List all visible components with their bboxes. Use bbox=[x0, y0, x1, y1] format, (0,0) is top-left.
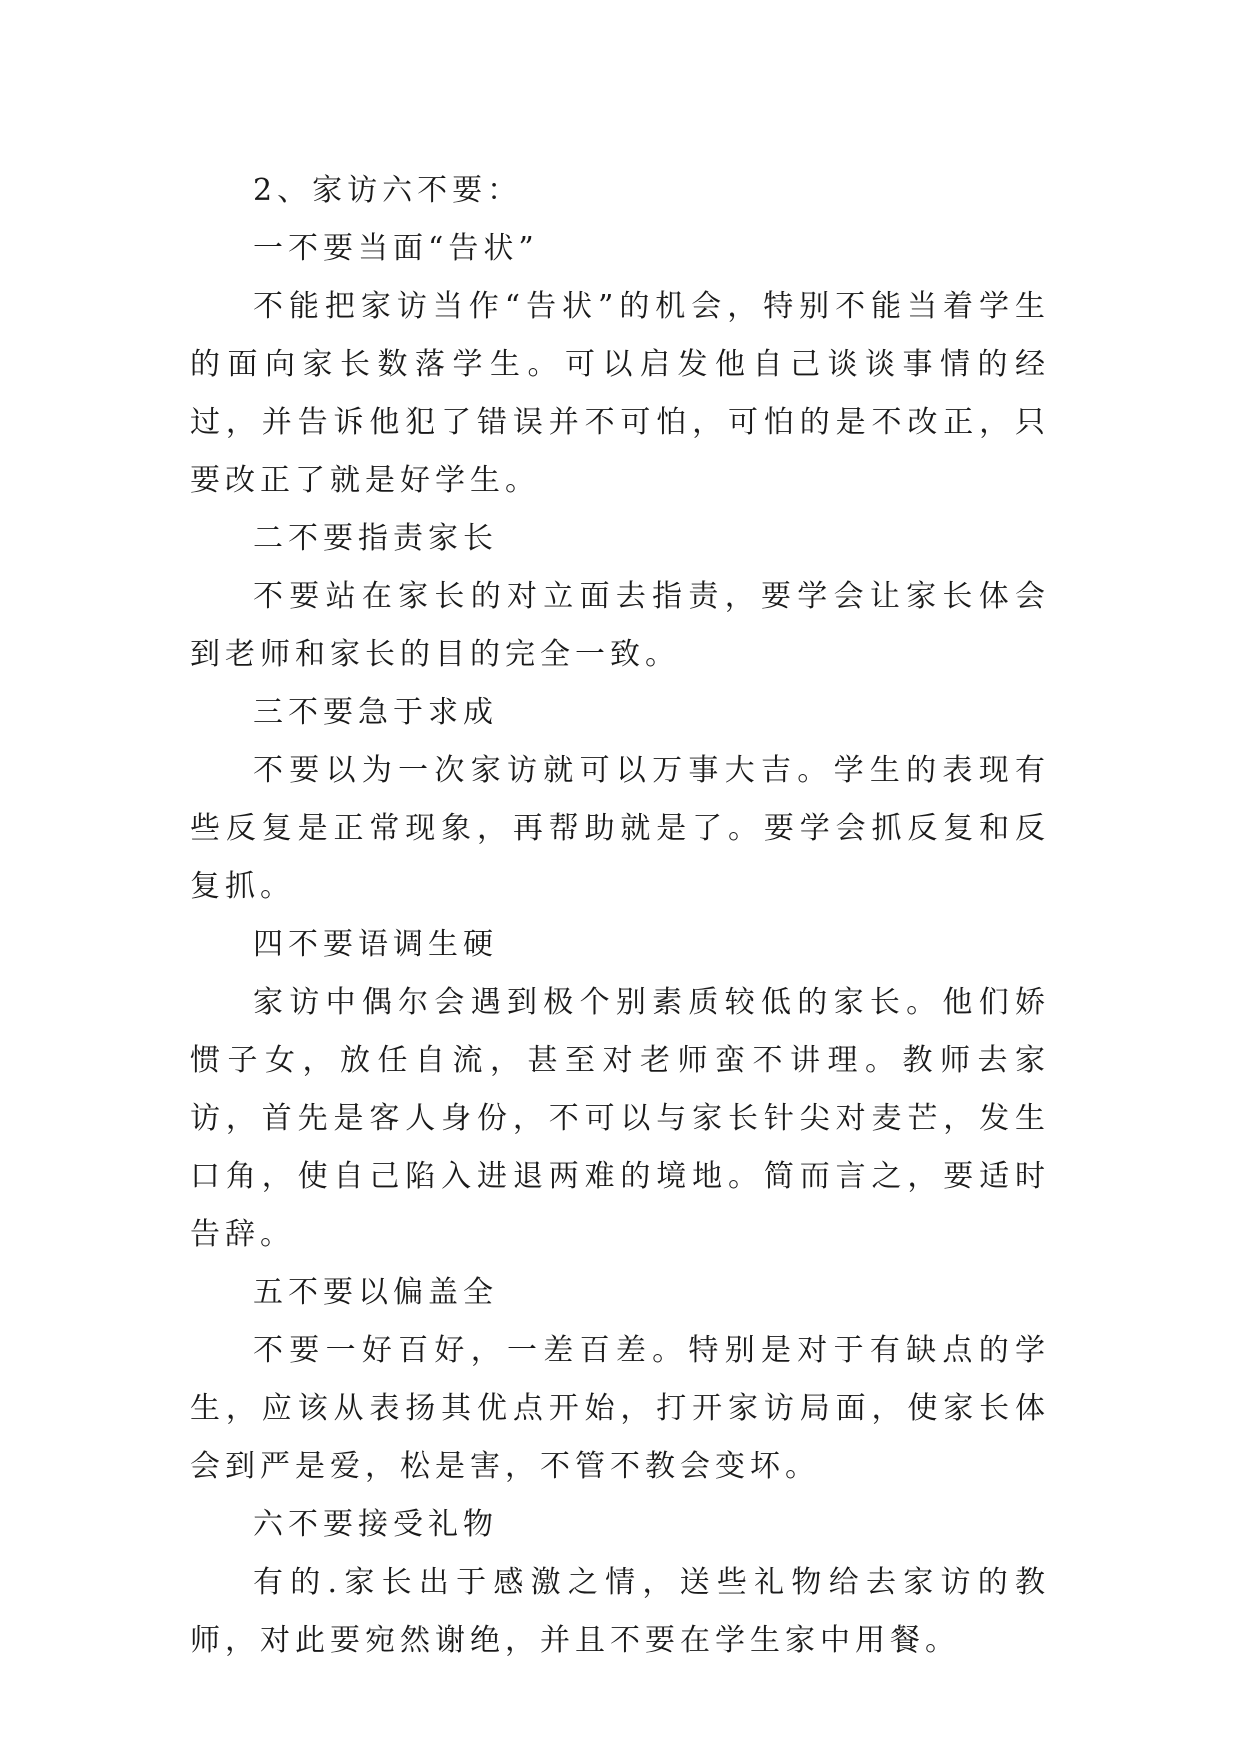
item-body-6: 有的.家长出于感激之情，送些礼物给去家访的教师，对此要宛然谢绝，并且不要在学生家中用餐。 bbox=[190, 1565, 1050, 1658]
item-body-1: 不能把家访当作“告状”的机会，特别不能当着学生的面向家长数落学生。可以启发他自己谈谈事情的经过，并告诉他犯了错误并不可怕，可怕的是不改正，只要改正了就是好学生。 bbox=[190, 289, 1050, 498]
item-heading-4: 四不要语调生硬 bbox=[253, 927, 498, 962]
item-heading-1: 一不要当面“告状” bbox=[253, 231, 539, 266]
item-heading-5: 五不要以偏盖全 bbox=[253, 1275, 498, 1310]
item-heading-3: 三不要急于求成 bbox=[253, 695, 498, 730]
item-body-4: 家访中偶尔会遇到极个别素质较低的家长。他们娇惯子女，放任自流，甚至对老师蛮不讲理。教师去家访，首先是客人身份，不可以与家长针尖对麦芒，发生口角，使自己陷入进退两难的境地。简而言之，要适时告辞。 bbox=[190, 985, 1050, 1252]
item-heading-6: 六不要接受礼物 bbox=[253, 1507, 498, 1542]
item-heading-2: 二不要指责家长 bbox=[253, 521, 498, 556]
item-body-5: 不要一好百好，一差百差。特别是对于有缺点的学生，应该从表扬其优点开始，打开家访局面，使家长体会到严是爱，松是害，不管不教会变坏。 bbox=[190, 1333, 1050, 1484]
item-body-3: 不要以为一次家访就可以万事大吉。学生的表现有些反复是正常现象，再帮助就是了。要学会抓反复和反复抓。 bbox=[190, 753, 1050, 904]
document-body bbox=[190, 162, 1050, 1670]
section-heading: 2、家访六不要： bbox=[253, 173, 523, 208]
item-body-2: 不要站在家长的对立面去指责，要学会让家长体会到老师和家长的目的完全一致。 bbox=[190, 579, 1050, 672]
